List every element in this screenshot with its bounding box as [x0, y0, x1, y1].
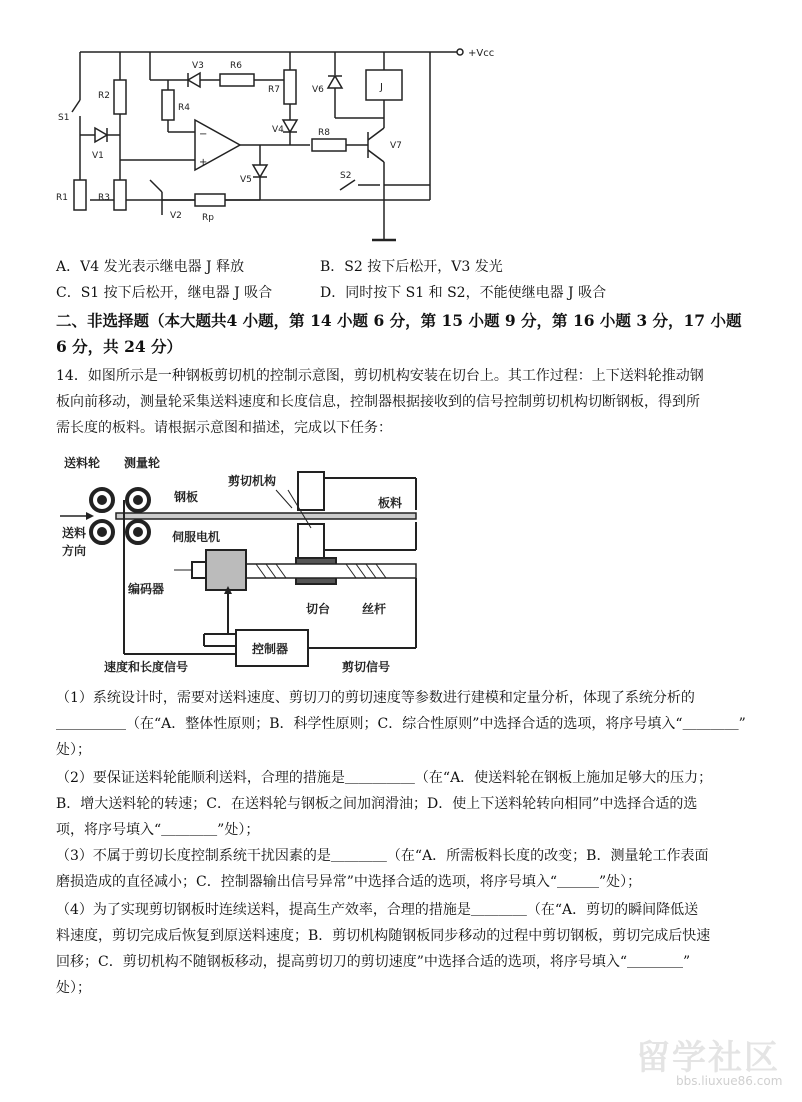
r4-label: R4 — [178, 103, 190, 113]
watermark-logo: 留学社区 — [636, 1038, 780, 1078]
q14-intro-line1: 14．如图所示是一种钢板剪切机的控制示意图，剪切机构安装在切台上。其工作过程：上下送料轮推动钢 — [56, 368, 704, 384]
q14-4-line4: 处）； — [56, 980, 91, 996]
q14-2-line3: 项，将序号填入“＿＿＿＿”处）； — [56, 822, 260, 838]
q14-1-line3: 处）； — [56, 742, 91, 758]
section-title-line1: 二、非选择题（本大题共4 小题，第 14 小题 6 分，第 15 小题 9 分，第 16 小题 3 分，17 小题 — [56, 311, 742, 330]
label-feed-direction-1: 送料 — [62, 526, 87, 540]
label-cut-signal: 剪切信号 — [342, 660, 391, 674]
q14-4-line2: 料速度，剪切完成后恢复到原送料速度；B．剪切机构随钢板同步移动的过程中剪切钢板，剪切完成后快速 — [56, 928, 711, 944]
label-lead-screw: 丝杆 — [362, 602, 387, 616]
option-a: A．V4 发光表示继电器 J 释放 — [56, 259, 245, 275]
svg-text:+: + — [199, 157, 208, 168]
svg-text:V5: V5 — [240, 175, 252, 185]
q14-4-line1: （4）为了实现剪切钢板时连续送料，提高生产效率，合理的措施是＿＿＿＿（在“A．剪切的瞬间降低送 — [56, 902, 699, 918]
label-sheet: 板料 — [378, 496, 403, 510]
question-14-4 — [56, 897, 756, 1001]
relay-j-label: J — [380, 82, 383, 93]
q14-4-line3: 回移；C．剪切机构不随钢板移动，提高剪切刀的剪切速度”中选择合适的选项，将序号填入“＿＿＿＿” — [56, 954, 691, 970]
rp-label: Rp — [202, 213, 214, 223]
v1-label: V1 — [92, 151, 104, 161]
r6-label: R6 — [230, 61, 242, 71]
label-controller: 控制器 — [252, 642, 289, 656]
label-servo-motor: 伺服电机 — [172, 530, 221, 544]
label-feed-direction-2: 方向 — [62, 544, 87, 558]
q14-intro-line2: 板向前移动，测量轮采集送料速度和长度信息，控制器根据接收到的信号控制剪切机构切断钢板，得到所 — [56, 394, 700, 410]
r3-label: R3 — [98, 193, 110, 203]
q14-2-line1: （2）要保证送料轮能顺利送料，合理的措施是＿＿＿＿＿（在“A．使送料轮在钢板上施加足够大的压力； — [56, 770, 713, 786]
s1-label: S1 — [58, 113, 70, 123]
label-speed-length-signal: 速度和长度信号 — [104, 660, 189, 674]
q14-3-line2: 磨损造成的直径减小；C．控制器输出信号异常”中选择合适的选项，将序号填入“＿＿＿”处）； — [56, 874, 642, 890]
r8-label: R8 — [318, 128, 330, 138]
diagram-labels — [56, 450, 436, 680]
option-b: B．S2 按下后松开，V3 发光 — [320, 259, 503, 275]
r7-label: R7 — [268, 85, 280, 95]
watermark-url: bbs.liuxue86.com — [676, 1074, 783, 1088]
q14-1-line2: ＿＿＿＿＿（在“A．整体性原则；B．科学性原则；C．综合性原则”中选择合适的选项，将序号填入“＿＿＿＿” — [56, 716, 746, 732]
question-14-3 — [56, 843, 756, 895]
vcc-label: +Vcc — [468, 48, 495, 59]
q14-3-line1: （3）不属于剪切长度控制系统干扰因素的是＿＿＿＿（在“A．所需板料长度的改变；B．测量轮工作表面 — [56, 848, 709, 864]
question-14-2 — [56, 765, 756, 843]
circuit-diagram — [50, 40, 520, 250]
r2-label: R2 — [98, 91, 110, 101]
label-cutting-mechanism: 剪切机构 — [228, 474, 277, 488]
section-title-line2: 6 分，共 24 分） — [56, 337, 183, 356]
v4-label: V4 — [272, 125, 284, 135]
label-cutting-table: 切台 — [306, 602, 331, 616]
v6-label: V6 — [312, 85, 324, 95]
question-14-1 — [56, 685, 756, 763]
option-c: C．S1 按下后松开，继电器 J 吸合 — [56, 285, 273, 301]
q14-intro-line3: 需长度的板料。请根据示意图和描述，完成以下任务： — [56, 420, 392, 436]
v3-label: V3 — [192, 61, 204, 71]
label-steel-plate: 钢板 — [174, 490, 199, 504]
v2-label: V2 — [170, 211, 182, 221]
label-measure-wheel: 测量轮 — [124, 456, 161, 470]
q14-1-line1: （1）系统设计时，需要对送料速度、剪切刀的剪切速度等参数进行建模和定量分析，体现了系统分析的 — [56, 690, 695, 706]
q14-2-line2: B．增大送料轮的转速；C．在送料轮与钢板之间加润滑油；D．使上下送料轮转向相同”中选择合适的选 — [56, 796, 698, 812]
s2-label: S2 — [340, 171, 352, 181]
svg-text:−: − — [199, 129, 208, 140]
r1-label: R1 — [56, 193, 68, 203]
label-feed-wheel: 送料轮 — [64, 456, 101, 470]
q14-intro — [56, 363, 756, 441]
option-d: D．同时按下 S1 和 S2，不能使继电器 J 吸合 — [320, 285, 607, 301]
v7-label: V7 — [390, 141, 402, 151]
section-title — [56, 308, 741, 360]
label-encoder: 编码器 — [128, 582, 165, 596]
